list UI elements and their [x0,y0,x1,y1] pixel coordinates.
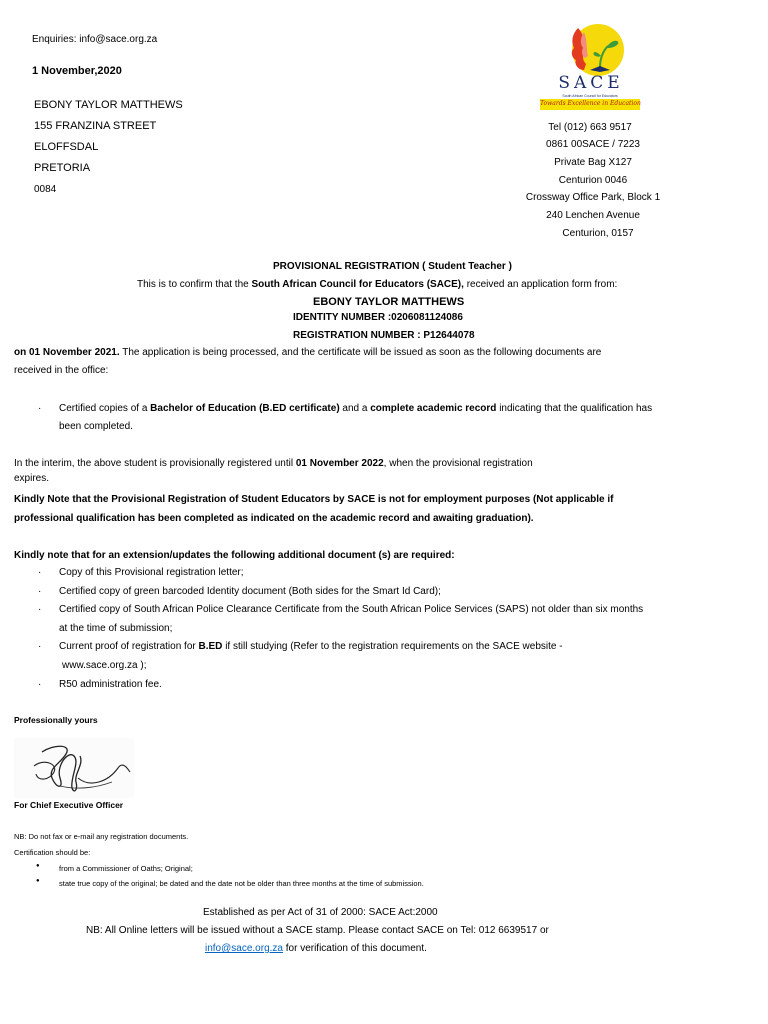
requirement-degree-a: Certified copies of a [59,403,151,414]
requirement-degree [59,403,652,414]
confirmation-pre: This is to confirm that the [137,279,252,290]
requirement-identity: Certified copy of green barcoded Identity document (Both sides for the Smart Id Card); [59,586,441,597]
employment-note-line2: professional qualification has been completed as indicated on the academic record and awaiting graduation). [14,513,534,524]
bullet-dot: · [38,641,42,652]
requirement-website: www.sace.org.za ); [62,660,147,671]
requirement-proof-bed: B.ED [198,641,223,652]
requirement-proof-registration [59,641,563,652]
contact-avenue: 240 Lenchen Avenue [546,210,640,221]
processing-text: The application is being processed, and the certificate will be issued as soon as the following documents are [119,347,602,358]
contact-park: Crossway Office Park, Block 1 [525,192,661,203]
sace-logo [538,20,642,115]
student-name: EBONY TAYLOR MATTHEWS [313,296,465,308]
interim-line [14,458,533,469]
bullet-dot: · [38,586,42,597]
recipient-street: 155 FRANZINA STREET [34,120,157,132]
requirement-degree-c: and a [339,403,371,414]
extension-note: Kindly note that for an extension/updates the following additional document (s) are required: [14,550,455,561]
recipient-postcode: 0084 [34,184,57,195]
letter-title: PROVISIONAL REGISTRATION ( Student Teacher ) [273,261,512,272]
interim-date: 01 November 2022 [295,458,384,469]
requirement-degree-b: Bachelor of Education (B.ED certificate) [150,403,340,414]
bullet-dot-icon: ● [36,878,40,884]
registration-number: REGISTRATION NUMBER : P12644078 [293,330,475,341]
contact-bag: Private Bag X127 [554,157,632,168]
requirement-letter-copy: Copy of this Provisional registration letter; [59,567,244,578]
footer-online-note: NB: All Online letters will be issued without a SACE stamp. Please contact SACE on Tel: 012 6639517 or [86,925,549,936]
confirmation-post: received an application form from: [463,279,618,290]
certification-item-true-copy: state true copy of the original; be dated and the date not be older than three months at the time of submission. [59,879,424,888]
recipient-city: PRETORIA [34,162,91,174]
signatory-title: For Chief Executive Officer [14,800,124,810]
footer-verification [205,943,427,954]
requirement-fee: R50 administration fee. [59,679,162,690]
received-line: received in the office: [14,365,109,376]
requirement-degree-d: complete academic record [370,403,497,414]
interim-line2: expires. [14,473,50,484]
confirmation-line [137,279,617,290]
enquiries-text: Enquiries: info@sace.org.za [32,34,158,45]
footer-established: Established as per Act of 31 of 2000: SACE Act:2000 [203,907,438,918]
interim-c: , when the provisional registration [383,458,533,469]
bullet-dot: · [38,567,42,578]
contact-centurion: Centurion 0046 [558,175,628,186]
identity-number: IDENTITY NUMBER :0206081124086 [293,312,463,323]
bullet-dot: · [38,403,42,414]
contact-centurion2: Centurion, 0157 [562,228,634,239]
requirement-degree-e: indicating that the qualification has [496,403,653,414]
signature-image [14,738,134,798]
signature-icon [14,738,134,798]
confirmation-council: South African Council for Educators (SACE), [251,279,464,290]
requirement-police-clearance-line2: at the time of submission; [59,623,173,634]
contact-tel: Tel (012) 663 9517 [548,122,632,133]
closing-text: Professionally yours [14,715,98,725]
recipient-suburb: ELOFFSDAL [34,141,99,153]
recipient-name: EBONY TAYLOR MATTHEWS [34,99,183,111]
interim-a: In the interim, the above student is provisionally registered until [14,458,296,469]
certification-item-commissioner: from a Commissioner of Oaths; Original; [59,864,193,873]
bullet-dot: · [38,604,42,615]
processing-date: on 01 November 2021. [14,347,120,358]
bullet-dot: · [38,679,42,690]
contact-sms: 0861 00SACE / 7223 [546,139,640,150]
requirement-police-clearance: Certified copy of South African Police Clearance Certificate from the South African Police Services (SAPS) not older than six months [59,604,644,615]
processing-line [14,347,601,358]
employment-note-line1: Kindly Note that the Provisional Registration of Student Educators by SACE is not for employment purposes (Not applicable if [14,494,614,505]
nb-no-fax: NB: Do not fax or e-mail any registration documents. [14,832,189,841]
sace-tagline: Towards Excellence in Education [540,100,641,107]
footer-verification-text: for verification of this document. [282,943,427,954]
letter-date: 1 November,2020 [32,65,122,77]
sace-logo-text: SACE [558,73,624,93]
footer-email-link[interactable]: info@sace.org.za [205,943,283,954]
bullet-dot-icon: ● [36,863,40,869]
requirement-proof-a: Current proof of registration for [59,641,199,652]
sace-logo-subtitle: South African Council for Educators [562,94,618,98]
requirement-proof-c: if still studying (Refer to the registration requirements on the SACE website - [222,641,563,652]
requirement-degree-line2: been completed. [59,421,133,432]
certification-heading: Certification should be: [14,848,91,857]
